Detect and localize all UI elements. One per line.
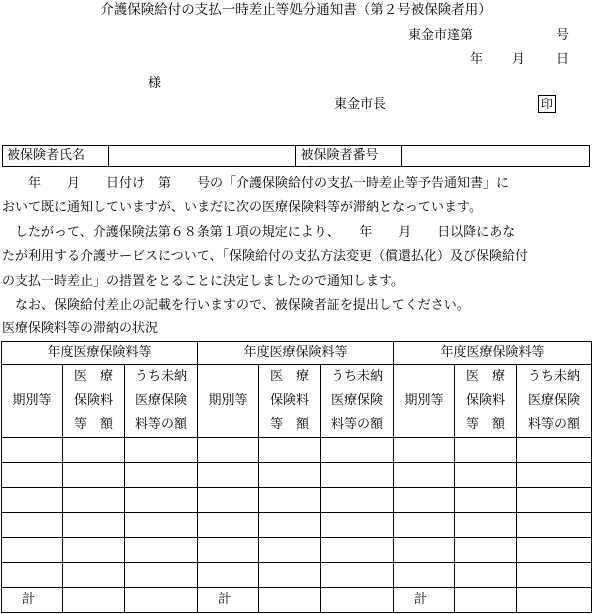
table-cell[interactable] (2, 488, 63, 513)
table-cell[interactable] (321, 438, 394, 463)
table-cell[interactable] (455, 513, 517, 538)
year-header-1: 年度医療保険料等 (2, 342, 198, 365)
table-row (2, 563, 592, 588)
col-period-1: 期別等 (2, 365, 63, 438)
table-cell[interactable] (198, 488, 259, 513)
arrears-table (1, 341, 592, 613)
table-cell[interactable] (517, 538, 592, 563)
table-row (2, 538, 592, 563)
table-cell[interactable] (259, 513, 321, 538)
doc-number-label: 東金市達第 (408, 28, 474, 43)
body-paragraph-2-line-1: したがって、介護保険法第６８条第１項の規定により、 年 月 日以降にあな (2, 225, 516, 240)
table-cell[interactable] (2, 513, 63, 538)
table-row (2, 513, 592, 538)
issuer-name: 東金市長 (334, 97, 387, 112)
table-cell[interactable] (517, 488, 592, 513)
table-row (2, 438, 592, 463)
table-cell[interactable] (321, 488, 394, 513)
table-cell[interactable] (517, 438, 592, 463)
table-cell[interactable] (63, 563, 125, 588)
table-cell[interactable] (259, 488, 321, 513)
addressee-honorific: 様 (148, 76, 162, 91)
table-cell[interactable] (259, 563, 321, 588)
table-cell[interactable] (198, 463, 259, 488)
col-unpaid-2: うち未納 医療保険 料等の額 (321, 365, 394, 438)
table-cell[interactable] (517, 563, 592, 588)
table-cell[interactable] (455, 438, 517, 463)
table-cell[interactable] (321, 588, 394, 613)
total-label-1: 計 (2, 588, 63, 613)
table-cell[interactable] (455, 563, 517, 588)
table-cell[interactable] (63, 438, 125, 463)
table-cell[interactable] (198, 538, 259, 563)
table-cell[interactable] (455, 488, 517, 513)
col-period-3: 期別等 (394, 365, 455, 438)
table-cell[interactable] (2, 563, 63, 588)
col-period-2: 期別等 (198, 365, 259, 438)
table-cell[interactable] (394, 513, 455, 538)
table-cell[interactable] (455, 588, 517, 613)
table-cell[interactable] (321, 513, 394, 538)
table-cell[interactable] (63, 538, 125, 563)
arrears-section-title: 医療保険料等の滞納の状況 (2, 321, 159, 336)
table-cell[interactable] (2, 538, 63, 563)
year-header-3: 年度医療保険料等 (394, 342, 592, 365)
table-cell[interactable] (394, 488, 455, 513)
table-cell[interactable] (394, 438, 455, 463)
table-cell[interactable] (455, 463, 517, 488)
date-month-label: 月 (512, 52, 526, 67)
table-cell[interactable] (63, 513, 125, 538)
insured-info-table (2, 145, 590, 167)
table-cell[interactable] (2, 463, 63, 488)
table-cell[interactable] (321, 538, 394, 563)
insured-name-label: 被保険者氏名 (3, 146, 109, 167)
table-cell[interactable] (198, 513, 259, 538)
table-cell[interactable] (125, 488, 198, 513)
table-cell[interactable] (455, 538, 517, 563)
year-header-2: 年度医療保険料等 (198, 342, 394, 365)
insured-name-field[interactable] (108, 146, 296, 167)
col-amount-2: 医 療 保険料 等 額 (259, 365, 321, 438)
body-paragraph-3: なお、保険給付差止の記載を行いますので、被保険者証を提出してください。 (2, 298, 470, 313)
doc-number-suffix: 号 (556, 28, 570, 43)
table-cell[interactable] (2, 438, 63, 463)
table-cell[interactable] (259, 588, 321, 613)
table-cell[interactable] (517, 588, 592, 613)
body-paragraph-1-line-1: 年 月 日付け 第 号の「介護保険給付の支払一時差止等予告通知書」に (2, 176, 510, 191)
table-cell[interactable] (125, 563, 198, 588)
table-cell[interactable] (125, 513, 198, 538)
col-unpaid-1: うち未納 医療保険 料等の額 (125, 365, 198, 438)
total-label-3: 計 (394, 588, 455, 613)
total-label-2: 計 (198, 588, 259, 613)
table-cell[interactable] (259, 538, 321, 563)
body-paragraph-2-line-2: たが利用する介護サービスについて、「保険給付の支払方法変更（償還払化）及び保険給付 (2, 249, 528, 264)
table-cell[interactable] (63, 588, 125, 613)
insured-number-field[interactable] (402, 146, 590, 167)
col-amount-1: 医 療 保険料 等 額 (63, 365, 125, 438)
table-cell[interactable] (198, 438, 259, 463)
table-row (2, 463, 592, 488)
date-day-label: 日 (556, 52, 570, 67)
table-row (2, 488, 592, 513)
body-paragraph-1-line-2: おいて既に通知していますが、いまだに次の医療保険料等が滞納となっています。 (2, 200, 482, 215)
table-cell[interactable] (394, 538, 455, 563)
table-cell[interactable] (125, 463, 198, 488)
table-cell[interactable] (321, 563, 394, 588)
table-cell[interactable] (125, 538, 198, 563)
table-cell[interactable] (517, 463, 592, 488)
total-row (2, 588, 592, 613)
table-cell[interactable] (125, 588, 198, 613)
table-cell[interactable] (198, 563, 259, 588)
table-cell[interactable] (259, 463, 321, 488)
table-cell[interactable] (517, 513, 592, 538)
table-cell[interactable] (321, 463, 394, 488)
table-cell[interactable] (125, 438, 198, 463)
col-unpaid-3: うち未納 医療保険 料等の額 (517, 365, 592, 438)
table-cell[interactable] (259, 438, 321, 463)
table-cell[interactable] (63, 488, 125, 513)
col-amount-3: 医 療 保険料 等 額 (455, 365, 517, 438)
seal-box: 印 (538, 95, 556, 113)
insured-number-label: 被保険者番号 (296, 146, 402, 167)
body-paragraph-2-line-3: の支払一時差止」の措置をとることに決定しましたので通知します。 (2, 274, 404, 289)
document-title: 介護保険給付の支払一時差止等処分通知書（第２号被保険者用） (100, 2, 492, 18)
table-cell[interactable] (63, 463, 125, 488)
table-cell[interactable] (394, 463, 455, 488)
date-year-label: 年 (470, 52, 484, 67)
table-cell[interactable] (394, 563, 455, 588)
